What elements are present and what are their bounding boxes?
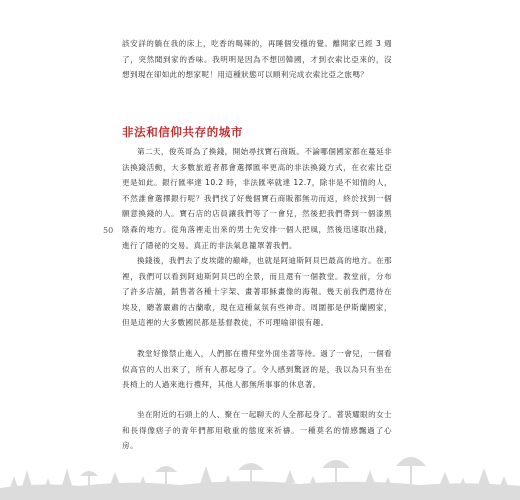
body-paragraph: 坐在附近的石頭上的人、聚在一起聊天的人全都起身了。著裝耀眼的女士和長得像痞子的青年們都用敬重的態度來祈禱。一種莫名的情感飄過了心房。 [122,410,392,451]
intro-paragraph: 該安詳的躺在我的床上，吃香的喝辣的，再睡個安穩的覺。離開家已經 3 週了，突然聞到家的香味。我明明是因為不想回韓國，才到衣索比亞來的，沒想到現在卻如此的想家呢！用這種狀態可以順利完成衣索比亞之旅嗎？ [122,39,392,80]
page-number: 50 [103,226,114,235]
section-heading: 非法和信仰共存的城市 [122,125,243,139]
body-paragraph: 第二天，俊英哥為了換錢，開始尋找寶石商販。不論哪個國家都在蔓延非法換錢活動，大多數旅遊者都會選擇匯率更高的非法換錢方式，在衣索比亞更是如此。銀行匯率達 10.2 時，非法匯率就達 12.7，除非是不知情的人，不然誰會選擇銀行呢？我們找了好幾個寶石商販都無功而返，終於找到一個願意換錢的人。寶石店的店員讓我們等了一會兒，然後把我們帶到一個漆黑陰森的地方。從角落裡走出來的男士先安排一個人把風，然後迅速取出錢，進行了隱祕的交易。真正的非法氣息籠罩著我們。 [122,147,392,250]
footer-landscape-illustration [0,440,520,500]
body-paragraph: 換錢後，我們去了皮埃薩的巔峰，也就是阿迪斯阿貝巴最高的地方。在那裡，我們可以看到阿迪斯阿貝巴的全景，而且還有一個教堂。教堂前，分布了許多店舖，銷售著各種十字架、畫著耶穌畫像的海報。幾天前我們還待在埃及，聽著嚴肅的古蘭歌，現在這種氣氛有些神奇。周圍都是伊斯蘭國家，但是這裡的大多數國民都是基督教徒，不可理喻卻很有趣。 [122,256,392,328]
body-paragraph: 教堂好像禁止進入，人們都在禮拜堂外面坐著等待。過了一會兒，一個看似高官的人出來了，所有人都起身了。令人感到驚訝的是，我以為只有坐在長椅上的人過來進行禮拜，其他人都無所事事的休息著。 [122,349,392,390]
